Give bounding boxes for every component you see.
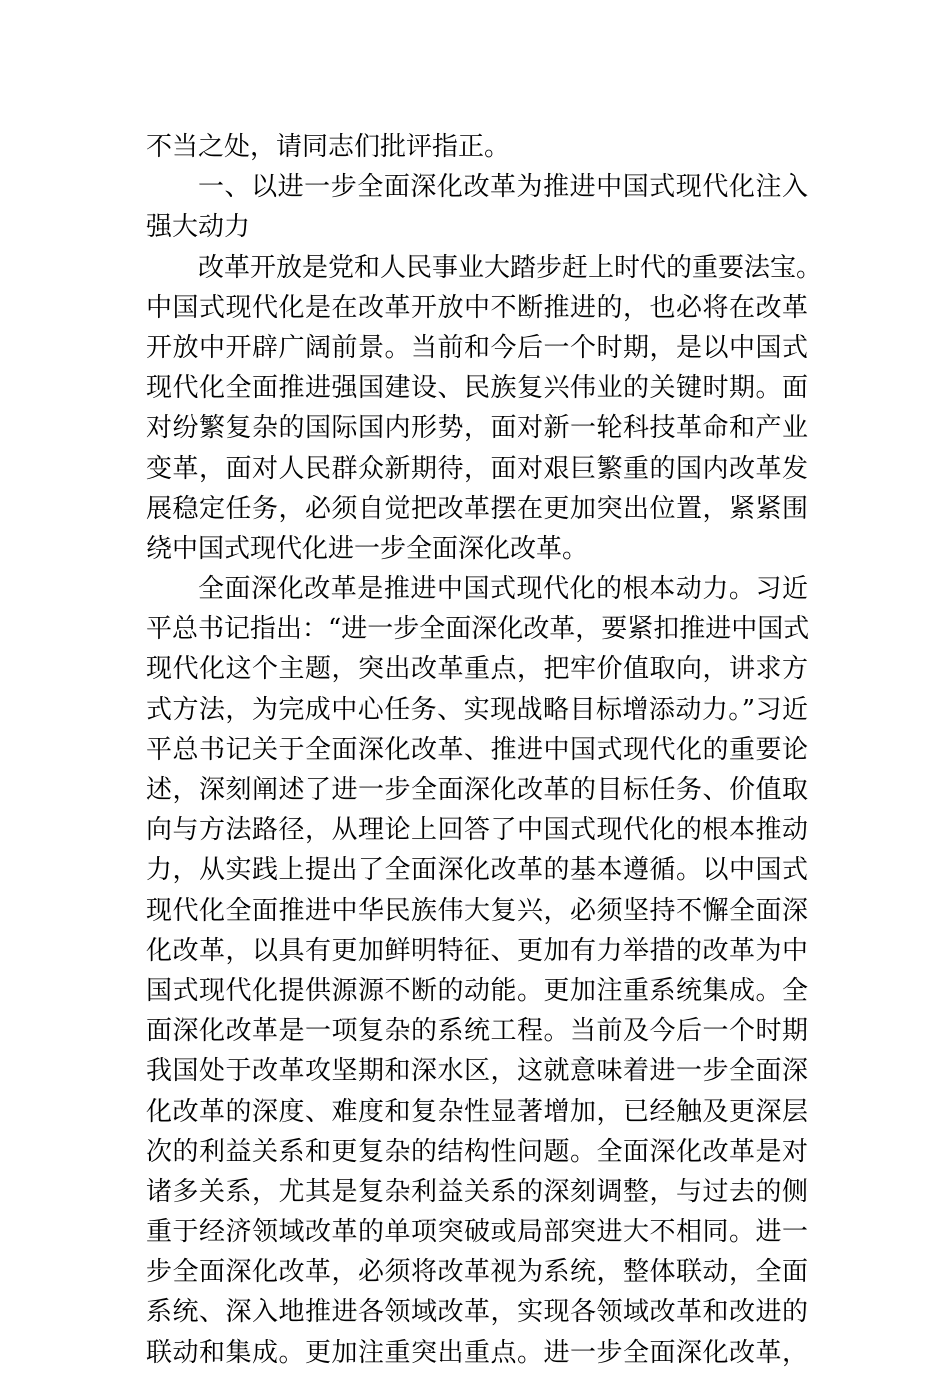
text-line: 化改革，以具有更加鲜明特征、更加有力举措的改革为中: [146, 935, 808, 966]
text-line: 式方法，为完成中心任务、实现战略目标增添动力。”习近: [146, 694, 808, 725]
text-line: 现代化全面推进强国建设、民族复兴伟业的关键时期。面: [146, 373, 808, 404]
document-page: [146, 127, 823, 1373]
text-line: 不当之处，请同志们批评指正。: [146, 132, 511, 162]
text-line: 变革，面对人民群众新期待，面对艰巨繁重的国内改革发: [146, 453, 808, 484]
paragraph-deepening-reform: [146, 569, 808, 1373]
text-line: 平总书记关于全面深化改革、推进中国式现代化的重要论: [146, 734, 808, 765]
text-line: 现代化这个主题，突出改革重点，把牢价值取向，讲求方: [146, 654, 808, 685]
heading-line: 强大动力: [146, 212, 251, 243]
text-line: 步全面深化改革，必须将改革视为系统，整体联动，全面: [146, 1257, 808, 1288]
text-line: 联动和集成。更加注重突出重点。进一步全面深化改革，: [146, 1337, 808, 1368]
paragraph-reform-opening: [146, 248, 823, 570]
text-line: 力，从实践上提出了全面深化改革的基本遵循。以中国式: [146, 855, 808, 886]
text-line: 诸多关系，尤其是复杂利益关系的深刻调整，与过去的侧: [146, 1176, 808, 1207]
text-line: 平总书记指出：“进一步全面深化改革，要紧扣推进中国式: [146, 614, 810, 645]
text-line: 全面深化改革是推进中国式现代化的根本动力。习近: [198, 574, 808, 605]
paragraph-closing: [146, 127, 808, 167]
text-line: 我国处于改革攻坚期和深水区，这就意味着进一步全面深: [146, 1056, 808, 1087]
text-line: 向与方法路径，从理论上回答了中国式现代化的根本推动: [146, 815, 808, 846]
text-line: 面深化改革是一项复杂的系统工程。当前及今后一个时期: [146, 1016, 808, 1047]
heading-line: 一、以进一步全面深化改革为推进中国式现代化注入: [198, 172, 808, 203]
text-line: 化改革的深度、难度和复杂性显著增加，已经触及更深层: [146, 1096, 808, 1127]
text-line: 现代化全面推进中华民族伟大复兴，必须坚持不懈全面深: [146, 895, 808, 926]
text-line: 国式现代化提供源源不断的动能。更加注重系统集成。全: [146, 975, 808, 1006]
text-line: 展稳定任务，必须自觉把改革摆在更加突出位置，紧紧围: [146, 493, 808, 524]
text-line: 绕中国式现代化进一步全面深化改革。: [146, 533, 589, 564]
section-heading: [146, 167, 808, 247]
text-line: 重于经济领域改革的单项突破或局部突进大不相同。进一: [146, 1217, 808, 1248]
text-line: 改革开放是党和人民事业大踏步赶上时代的重要法宝。: [198, 252, 823, 283]
text-line: 次的利益关系和更复杂的结构性问题。全面深化改革是对: [146, 1136, 808, 1167]
text-line: 对纷繁复杂的国际国内形势，面对新一轮科技革命和产业: [146, 413, 808, 444]
text-line: 开放中开辟广阔前景。当前和今后一个时期，是以中国式: [146, 332, 808, 363]
text-line: 系统、深入地推进各领域改革，实现各领域改革和改进的: [146, 1297, 808, 1328]
text-line: 述，深刻阐述了进一步全面深化改革的目标任务、价值取: [146, 775, 808, 805]
text-line: 中国式现代化是在改革开放中不断推进的，也必将在改革: [146, 292, 808, 323]
